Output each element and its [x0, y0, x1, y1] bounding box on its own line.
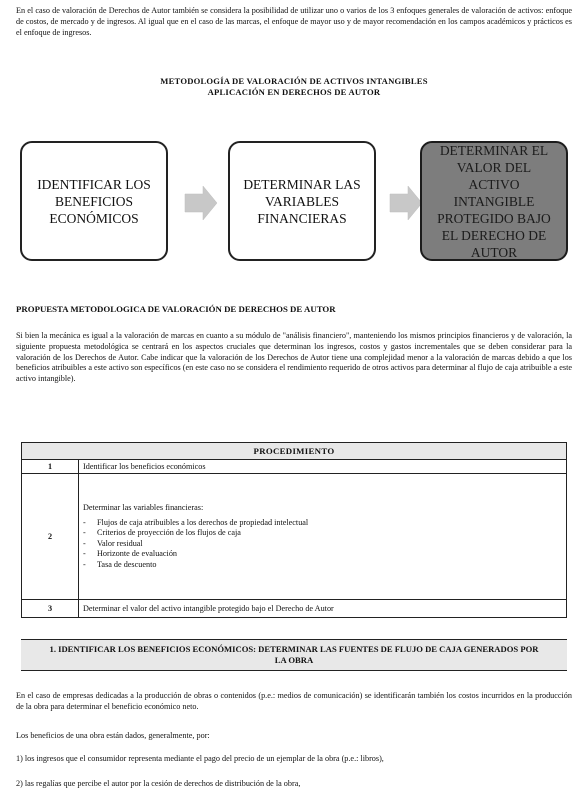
chevron-right-arrow-icon — [183, 185, 219, 221]
chevron-right-arrow-icon — [388, 185, 424, 221]
list-item: - Criterios de proyección de los flujos de caja — [83, 528, 562, 539]
flow-step-1-label: IDENTIFICAR LOS BENEFICIOS ECONÓMICOS — [37, 176, 151, 226]
list-item-2: 2) las regalías que percibe el autor por la cesión de derechos de distribución de la obra, — [16, 779, 301, 788]
section-banner-text: 1. IDENTIFICAR LOS BENEFICIOS ECONÓMICOS: DETERMINAR LAS FUENTES DE FLUJO DE CAJA GENERADOS POR LA OBRA — [49, 644, 539, 665]
flow-step-1 — [20, 141, 168, 261]
paragraph-4: Los beneficios de una obra están dados, generalmente, por: — [16, 731, 210, 740]
procedure-table — [21, 442, 567, 618]
intro-paragraph: En el caso de valoración de Derechos de Autor también se considera la posibilidad de utilizar uno o varios de los 3 enfoques generales de valoración de activos: enfoque de costos, de mercado y de ingresos. Al igual que en el caso de las marcas, el enfoque de mayor uso y de mayor recomendación en los campos académicos y prácticos es el enfoque de ingresos. — [16, 6, 572, 37]
section-banner — [21, 639, 567, 671]
list-item: - Valor residual — [83, 539, 562, 550]
flow-step-2-label: DETERMINAR LAS VARIABLES FINANCIERAS — [243, 176, 361, 226]
procedure-step-number: 1 — [22, 460, 79, 474]
procedure-step-text: Determinar las variables financieras: — [83, 502, 204, 512]
methodology-title — [16, 76, 572, 97]
procedure-step-cell — [79, 474, 567, 600]
procedure-step-text: Determinar el valor del activo intangible protegido bajo el Derecho de Autor — [79, 600, 567, 618]
table-row — [22, 460, 567, 474]
list-item: - Tasa de descuento — [83, 560, 562, 571]
list-item: - Flujos de caja atribuibles a los derechos de propiedad intelectual — [83, 518, 562, 529]
flow-step-3 — [420, 141, 568, 261]
list-item-1: 1) los ingresos que el consumidor representa mediante el pago del precio de un ejemplar de la obra (p.e.: libros), — [16, 754, 384, 763]
document-page — [16, 6, 572, 788]
list-item: - Horizonte de evaluación — [83, 549, 562, 560]
table-row — [22, 600, 567, 618]
paragraph-3: En el caso de empresas dedicadas a la producción de obras o contenidos (p.e.: medios de comunicación) se identificarán también los costos incurridos en la producción de la obra para determinar el beneficio económico neto. — [16, 691, 572, 711]
procedure-table-header-row — [22, 443, 567, 460]
procedure-step-number: 2 — [22, 474, 79, 600]
procedure-table-header: PROCEDIMIENTO — [22, 443, 567, 460]
methodology-title-line2: APLICACIÓN EN DERECHOS DE AUTOR — [207, 86, 381, 97]
proposal-heading: PROPUESTA METODOLOGICA DE VALORACIÓN DE DERECHOS DE AUTOR — [16, 304, 336, 314]
flow-step-2 — [228, 141, 376, 261]
procedure-step-number: 3 — [22, 600, 79, 618]
procedure-step-text: Identificar los beneficios económicos — [79, 460, 567, 474]
flow-step-3-label: DETERMINAR EL VALOR DEL ACTIVO INTANGIBLE PROTEGIDO BAJO EL DERECHO DE AUTOR — [437, 142, 551, 260]
table-row — [22, 474, 567, 600]
financial-variables-list — [83, 518, 562, 571]
methodology-title-line1: METODOLOGÍA DE VALORACIÓN DE ACTIVOS INTANGIBLES — [160, 76, 428, 86]
proposal-paragraph: Si bien la mecánica es igual a la valoración de marcas en cuanto a su módulo de "análisis financiero", manteniendo los mismos principios financieros y de valoración, la siguiente propuesta metodológica se centrará en los aspectos cruciales que determinan los ingresos, costos y gastos incrementales que se deben considerar para la valoración de los Derechos de Autor. Cabe indicar que la valoración de los Derechos de Autor tiene una complejidad menor a la valoración de marcas debido a que los beneficios atribuibles a este activo son específicos (en este caso no se considera el rendimiento requerido de otros activos para determinar al flujo de caja atribuible a este activo intangible). — [16, 331, 572, 384]
methodology-flow-diagram — [16, 141, 572, 267]
